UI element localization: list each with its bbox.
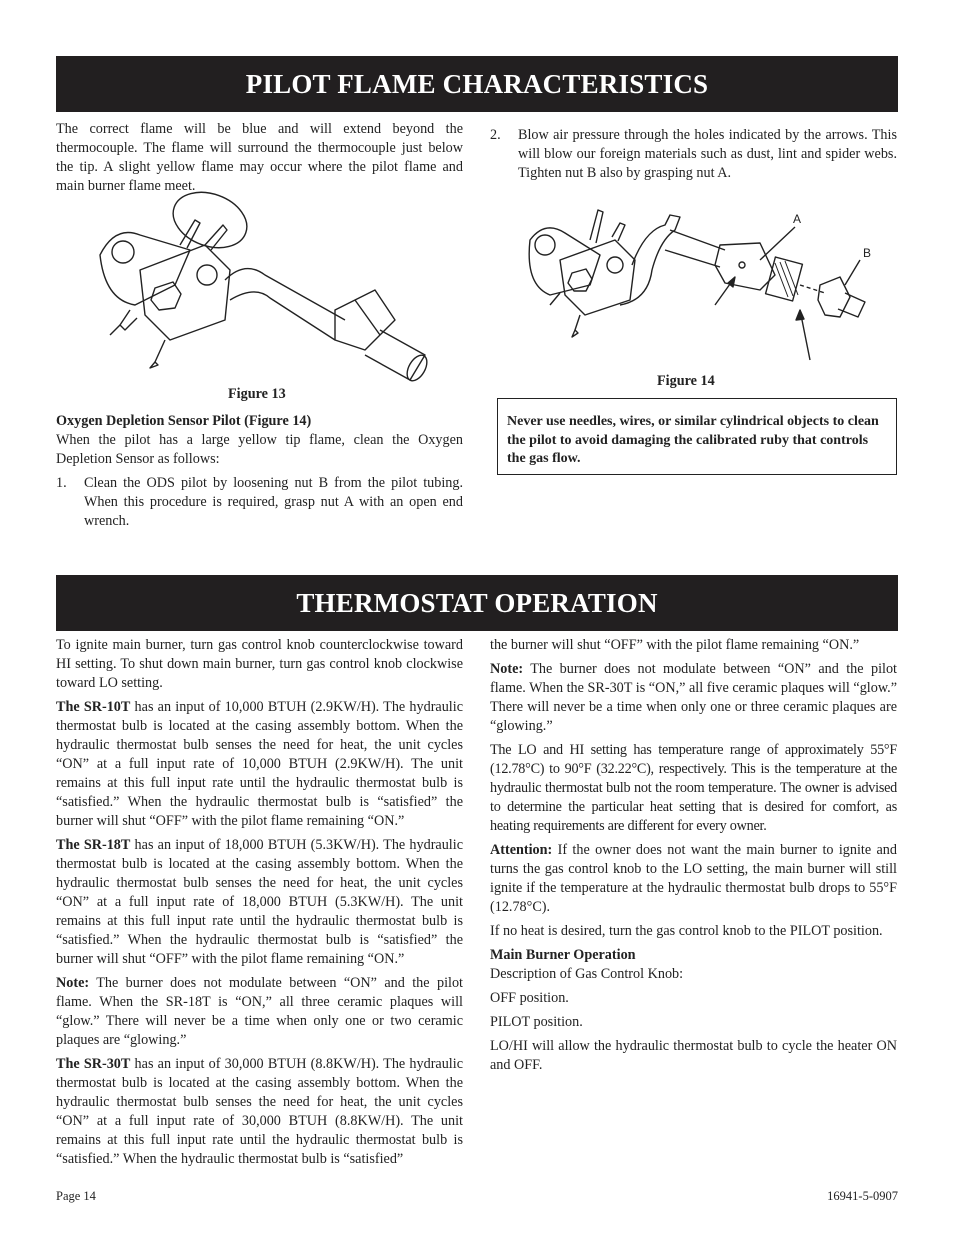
ods-section: [56, 412, 463, 537]
pilot-intro: The correct flame will be blue and will extend beyond the thermocouple. The flame will surround the thermocouple just below the tip. A slight yellow flame may occur where the pilot flame and main burner flame meet.: [56, 121, 463, 194]
thermostat-intro: To ignite main burner, turn gas control knob counterclockwise toward HI setting. To shut down main burner, turn gas control knob clockwise toward LO setting.: [56, 637, 463, 691]
figure-13-caption: Figure 13: [228, 386, 286, 402]
sr30-text: has an input of 30,000 BTUH (8.8KW/H). The hydraulic thermostat bulb is located at the casing assembly bottom. When the hydraulic thermostat bulb senses the need for heat, the unit cycles “ON” at a full input rate of 30,000 BTUH (8.8KW/H). The unit remains at this full input rate until the hydraulic thermostat bulb is “satisfied.” When the hydraulic thermostat bulb is “satisfied”: [56, 1056, 463, 1167]
sr18-label: The SR-18T: [56, 837, 131, 853]
thermostat-right-column: [490, 636, 897, 1080]
no-heat-paragraph: If no heat is desired, turn the gas control knob to the PILOT position.: [490, 923, 883, 939]
sr30-paragraph: [56, 1055, 463, 1169]
ods-steps-list: [56, 474, 463, 531]
attention-label: Attention:: [490, 842, 553, 858]
step-text: Clean the ODS pilot by loosening nut B from the pilot tubing. When this procedure is required, grasp nut A with an open end wrench.: [84, 475, 463, 529]
document-number: 16941-5-0907: [827, 1189, 898, 1203]
step-text: Blow air pressure through the holes indicated by the arrows. This will blow our foreign materials such as dust, lint and spider webs. Tighten nut B also by grasping nut A.: [518, 127, 897, 181]
note18-paragraph: [56, 974, 463, 1050]
off-position: OFF position.: [490, 990, 569, 1006]
sr10-label: The SR-10T: [56, 699, 131, 715]
range-paragraph: The LO and HI setting has temperature range of approximately 55°F (12.78°C) to 90°F (32.22°C), respectively. This is the temperature at the hydraulic thermostat bulb not the room temperature. The owner is advised to determine the particular heat setting that is desired for comfort, as heating requirements are different for every owner.: [490, 742, 897, 834]
ods-heading: Oxygen Depletion Sensor Pilot (Figure 14): [56, 413, 312, 429]
pilot-position: PILOT position.: [490, 1014, 583, 1030]
main-burner-heading: Main Burner Operation: [490, 947, 636, 963]
figure-14-caption: Figure 14: [657, 373, 715, 389]
sr10-paragraph: [56, 698, 463, 831]
sr18-paragraph: [56, 836, 463, 969]
figure-14-label-b: B: [863, 246, 872, 260]
warning-text: Never use needles, wires, or similar cylindrical objects to clean the pilot to avoid damaging the calibrated ruby that controls the gas flow.: [507, 414, 879, 466]
section-banner-thermostat: [56, 575, 898, 631]
figure-14-illustration: [520, 205, 880, 365]
note30-text: The burner does not modulate between “ON” and the pilot flame. When the SR-30T is “ON,” all five ceramic plaques will “glow.” There will never be a time when only one or three ceramic plaques are “glowing.”: [490, 661, 897, 734]
note30-label: Note:: [490, 661, 524, 677]
ods-steps-list-continued: [490, 126, 897, 183]
thermostat-left-column: [56, 636, 463, 1174]
note18-label: Note:: [56, 975, 90, 991]
sr30-continued: the burner will shut “OFF” with the pilot flame remaining “ON.”: [490, 637, 860, 653]
section-banner-pilot: [56, 56, 898, 112]
page-number: Page 14: [56, 1189, 96, 1203]
sr18-text: has an input of 18,000 BTUH (5.3KW/H). The hydraulic thermostat bulb is located at the casing assembly bottom. When the hydraulic thermostat bulb senses the need for heat, the unit cycles “ON” at a full input rate of 18,000 BTUH (5.3KW/H). The unit remains at this full input rate until the hydraulic thermostat bulb is “satisfied.” When the hydraulic thermostat bulb is “satisfied” the burner will shut “OFF” with the pilot flame remaining “ON.”: [56, 837, 463, 967]
pilot-left-column: [56, 120, 463, 201]
knob-description: Description of Gas Control Knob:: [490, 966, 684, 982]
lohi-paragraph: LO/HI will allow the hydraulic thermostat bulb to cycle the heater ON and OFF.: [490, 1038, 897, 1073]
figure-14-label-a: A: [793, 212, 802, 226]
attention-paragraph: [490, 841, 897, 917]
note30-paragraph: [490, 660, 897, 736]
step-number: 1.: [56, 475, 67, 491]
pilot-right-column: [490, 126, 897, 189]
sr30-label: The SR-30T: [56, 1056, 131, 1072]
warning-box: [497, 398, 897, 475]
section-title: THERMOSTAT OPERATION: [296, 587, 658, 618]
list-item: [490, 126, 897, 183]
attention-text: If the owner does not want the main burner to ignite and turns the gas control knob to the LO setting, the main burner will still ignite if the temperature at the hydraulic thermostat bulb drops to 55°F (12.78°C).: [490, 842, 897, 915]
note18-text: The burner does not modulate between “ON” and the pilot flame. When the SR-18T is “ON,” all three ceramic plaques will “glow.” There will never be a time when only one or two ceramic plaques are “glowing.”: [56, 975, 463, 1048]
ods-intro: When the pilot has a large yellow tip flame, clean the Oxygen Depletion Sensor as follows:: [56, 432, 463, 467]
figure-13-illustration: [95, 190, 435, 385]
sr10-text: has an input of 10,000 BTUH (2.9KW/H). The hydraulic thermostat bulb is located at the casing assembly bottom. When the hydraulic thermostat bulb senses the need for heat, the unit cycles “ON” at a full input rate of 10,000 BTUH (2.9KW/H). The unit remains at this full input rate until the hydraulic thermostat bulb is “satisfied.” When the hydraulic thermostat bulb is “satisfied” the burner will shut “OFF” with the pilot flame remaining “ON.”: [56, 699, 463, 829]
step-number: 2.: [490, 127, 501, 143]
list-item: [56, 474, 463, 531]
section-title: PILOT FLAME CHARACTERISTICS: [245, 68, 709, 99]
